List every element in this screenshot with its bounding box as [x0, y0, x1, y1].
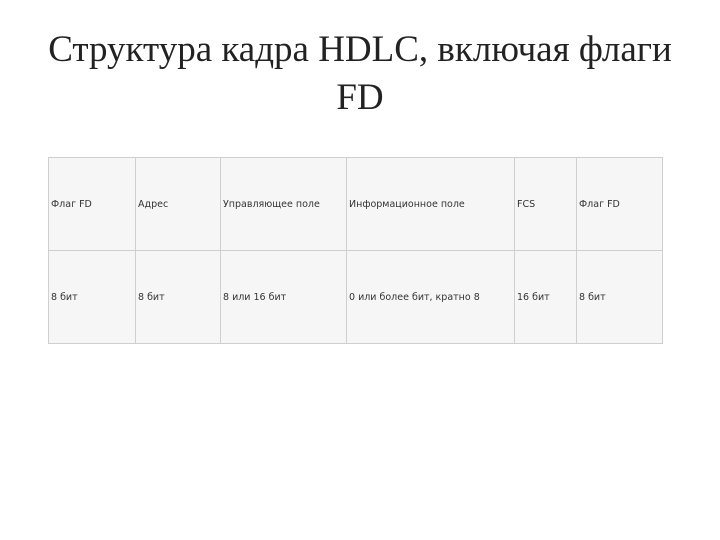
- hdlc-frame-table: [48, 157, 663, 344]
- table-cell-control-field-size: 8 или 16 бит: [221, 251, 347, 344]
- table-cell-address-size: 8 бит: [136, 251, 221, 344]
- table-cell-address: Адрес: [136, 158, 221, 251]
- table-cell-flag-end-size: 8 бит: [577, 251, 663, 344]
- table-cell-flag-end: Флаг FD: [577, 158, 663, 251]
- table-row: [49, 251, 663, 344]
- table-cell-flag-start-size: 8 бит: [49, 251, 136, 344]
- table-cell-information-field-size: 0 или более бит, кратно 8: [347, 251, 515, 344]
- table-cell-fcs: FCS: [515, 158, 577, 251]
- table-cell-control-field: Управляющее поле: [221, 158, 347, 251]
- page-title: Структура кадра HDLC, включая флаги FD: [48, 29, 672, 118]
- table-header-row: [49, 158, 663, 251]
- table-cell-flag-start: Флаг FD: [49, 158, 136, 251]
- table-cell-information-field: Информационное поле: [347, 158, 515, 251]
- table-cell-fcs-size: 16 бит: [515, 251, 577, 344]
